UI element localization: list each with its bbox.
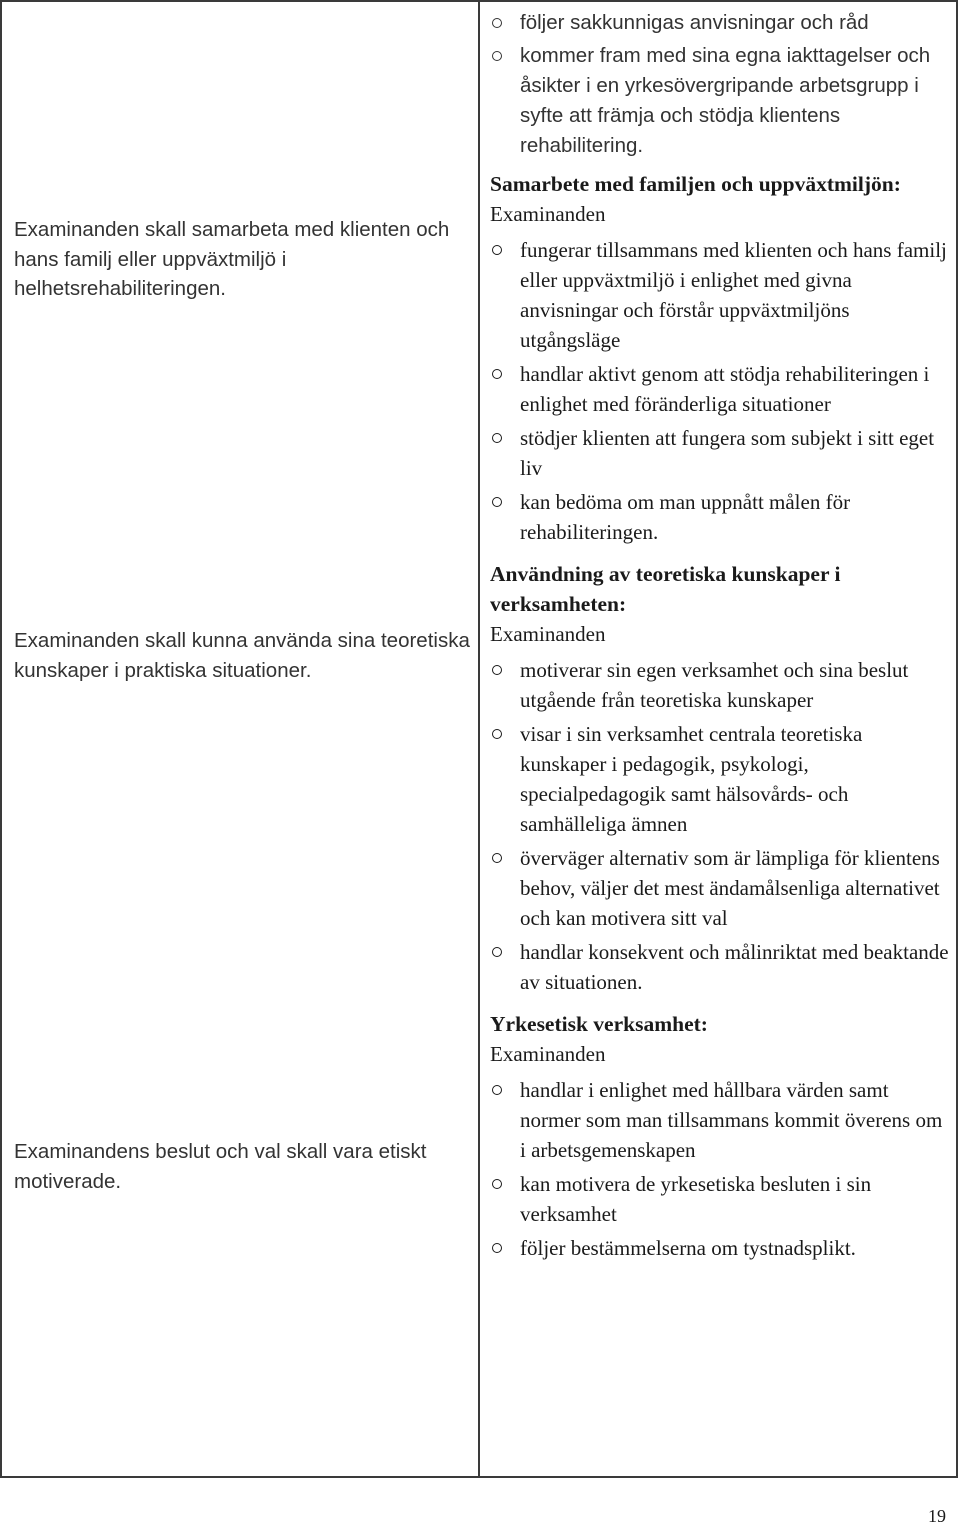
right-content bbox=[490, 8, 952, 1267]
left-block-cooperation: Examinanden skall samarbeta med klienten och hans familj eller uppväxtmiljö i helhetsrehabiliteringen. bbox=[14, 218, 450, 300]
bullet-icon bbox=[492, 433, 502, 443]
section-list bbox=[490, 235, 952, 547]
list-item: visar i sin verksamhet centrala teoretiska kunskaper i pedagogik, psykologi, specialpedagogik samt hälsovårds- och samhälleliga ämnen bbox=[490, 719, 952, 839]
list-item: handlar i enlighet med hållbara värden samt normer som man tillsammans kommit överens om i arbetsgemenskapen bbox=[490, 1075, 952, 1165]
bullet-icon bbox=[492, 497, 502, 507]
list-item: stödjer klienten att fungera som subjekt i sitt eget liv bbox=[490, 423, 952, 483]
list-item: följer bestämmelserna om tystnadsplikt. bbox=[490, 1233, 952, 1263]
list-item: fungerar tillsammans med klienten och hans familj eller uppväxtmiljö i enlighet med givna anvisningar och förstår uppväxtmiljöns utgångsläge bbox=[490, 235, 952, 355]
left-column bbox=[2, 2, 480, 1476]
list-item: handlar konsekvent och målinriktat med beaktande av situationen. bbox=[490, 937, 952, 997]
list-item: överväger alternativ som är lämpliga för klientens behov, väljer det mest ändamålsenliga alternativet och kan motivera sitt val bbox=[490, 843, 952, 933]
bullet-icon bbox=[492, 18, 502, 28]
section-subject: Examinanden bbox=[490, 202, 606, 226]
bullet-icon bbox=[492, 947, 502, 957]
section-ethics bbox=[490, 1009, 952, 1263]
section-family bbox=[490, 169, 952, 547]
bullet-icon bbox=[492, 729, 502, 739]
continued-list bbox=[490, 8, 952, 161]
left-block-ethics: Examinandens beslut och val skall vara etiskt motiverade. bbox=[14, 1140, 427, 1193]
bullet-icon bbox=[492, 51, 502, 61]
section-list bbox=[490, 655, 952, 997]
bullet-icon bbox=[492, 1243, 502, 1253]
list-item: kan bedöma om man uppnått målen för rehabiliteringen. bbox=[490, 487, 952, 547]
bullet-icon bbox=[492, 853, 502, 863]
section-subject: Examinanden bbox=[490, 1042, 606, 1066]
bullet-icon bbox=[492, 369, 502, 379]
bullet-icon bbox=[492, 245, 502, 255]
section-heading: Yrkesetisk verksamhet: bbox=[490, 1012, 708, 1036]
left-block-theory: Examinanden skall kunna använda sina teoretiska kunskaper i praktiska situationer. bbox=[14, 629, 470, 682]
list-item: kommer fram med sina egna iakttagelser och åsikter i en yrkesövergripande arbetsgrupp i syfte att främja och stödja klientens rehabilitering. bbox=[490, 41, 952, 161]
section-heading: Användning av teoretiska kunskaper i verksamheten: bbox=[490, 562, 841, 616]
section-heading: Samarbete med familjen och uppväxtmiljön: bbox=[490, 172, 901, 196]
section-subject: Examinanden bbox=[490, 622, 606, 646]
bullet-icon bbox=[492, 665, 502, 675]
list-item: handlar aktivt genom att stödja rehabiliteringen i enlighet med föränderliga situationer bbox=[490, 359, 952, 419]
list-item: följer sakkunnigas anvisningar och råd bbox=[490, 8, 952, 38]
bullet-icon bbox=[492, 1085, 502, 1095]
list-item: kan motivera de yrkesetiska besluten i sin verksamhet bbox=[490, 1169, 952, 1229]
section-theory bbox=[490, 559, 952, 997]
right-column bbox=[480, 2, 956, 1476]
section-list bbox=[490, 1075, 952, 1263]
page-number: 19 bbox=[928, 1506, 946, 1526]
list-item: motiverar sin egen verksamhet och sina beslut utgående från teoretiska kunskaper bbox=[490, 655, 952, 715]
bullet-icon bbox=[492, 1179, 502, 1189]
